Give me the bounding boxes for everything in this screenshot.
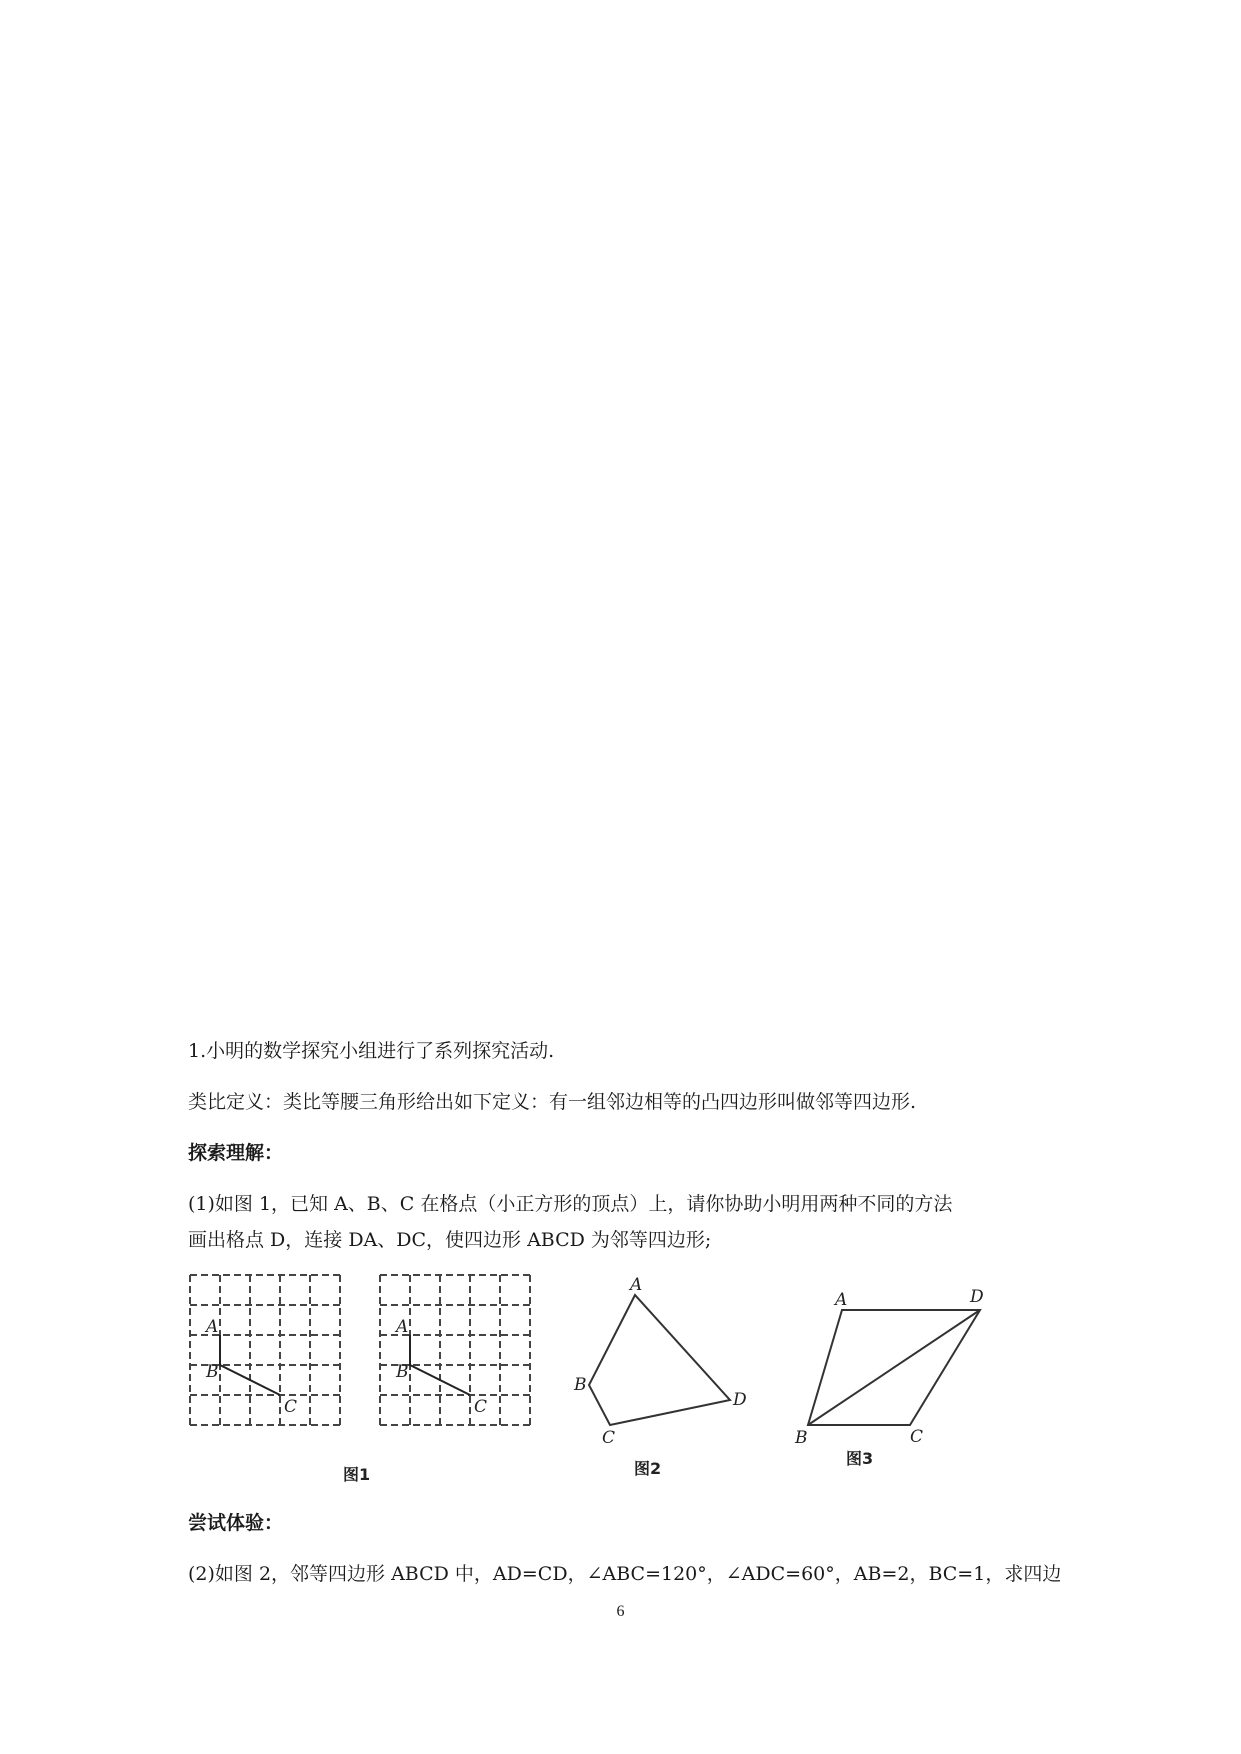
fig1b-label-b: B bbox=[396, 1362, 409, 1382]
question-1-line-1: (1)如图 1，已知 A、B、C 在格点（小正方形的顶点）上，请你协助小明用两种不同的方法 bbox=[188, 1193, 953, 1215]
fig2-label-d: D bbox=[733, 1390, 747, 1410]
figure-2-quadrilateral bbox=[570, 1275, 760, 1448]
fig3-label-a: A bbox=[835, 1290, 848, 1310]
figure-1-caption: 图1 bbox=[343, 1465, 371, 1484]
analogy-definition: 类比定义：类比等腰三角形给出如下定义：有一组邻边相等的凸四边形叫做邻等四边形. bbox=[188, 1091, 917, 1113]
section-heading-try: 尝试体验： bbox=[188, 1512, 284, 1534]
figure-3-caption: 图3 bbox=[846, 1449, 874, 1468]
fig1-label-a: A bbox=[206, 1317, 219, 1337]
figure-1-grid-right bbox=[380, 1275, 540, 1435]
problem-intro: 1.小明的数学探究小组进行了系列探究活动. bbox=[188, 1040, 555, 1062]
fig3-label-d: D bbox=[970, 1287, 984, 1307]
figure-2-caption: 图2 bbox=[634, 1459, 662, 1478]
section-heading-explore: 探索理解： bbox=[188, 1142, 284, 1164]
fig1-label-b: B bbox=[206, 1362, 219, 1382]
fig3-label-c: C bbox=[910, 1427, 924, 1447]
fig1-label-c: C bbox=[284, 1397, 298, 1417]
figure-3-quadrilateral bbox=[790, 1285, 1000, 1455]
fig3-label-b: B bbox=[795, 1428, 808, 1448]
fig2-label-c: C bbox=[602, 1428, 616, 1448]
fig2-label-b: B bbox=[574, 1375, 587, 1395]
page-number: 6 bbox=[616, 1603, 625, 1620]
question-2-line-1: (2)如图 2，邻等四边形 ABCD 中，AD=CD，∠ABC=120°，∠ADC=60°，AB=2，BC=1，求四边 bbox=[188, 1563, 1062, 1585]
fig1b-label-a: A bbox=[396, 1317, 409, 1337]
fig2-label-a: A bbox=[630, 1275, 643, 1295]
figure-1-grid-left bbox=[190, 1275, 350, 1435]
fig1b-label-c: C bbox=[474, 1397, 488, 1417]
question-1-line-2: 画出格点 D，连接 DA、DC，使四边形 ABCD 为邻等四边形; bbox=[188, 1229, 712, 1251]
